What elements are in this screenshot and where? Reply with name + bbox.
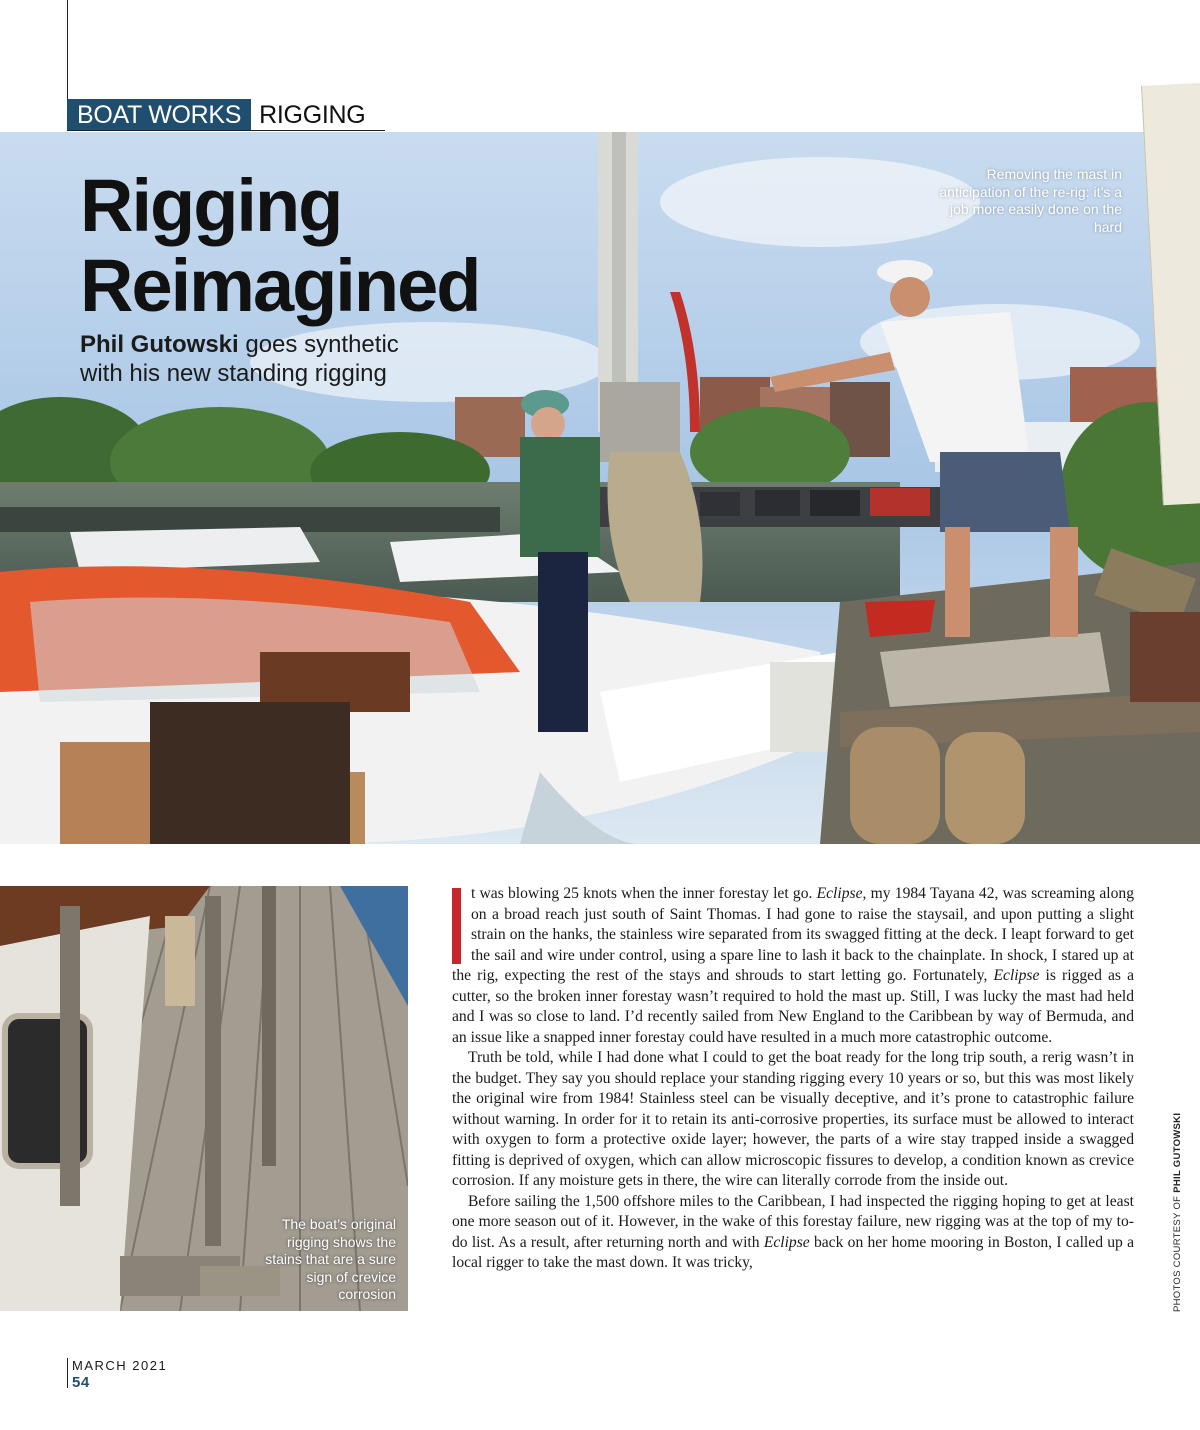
deck-text-1: goes synthetic bbox=[245, 331, 399, 358]
folio-rule bbox=[67, 1358, 68, 1388]
article-body bbox=[452, 884, 1134, 1274]
section-rule bbox=[67, 130, 385, 131]
boat-name: Eclipse bbox=[816, 885, 863, 902]
boat-name: Eclipse bbox=[993, 967, 1040, 984]
deck bbox=[80, 330, 460, 388]
headline-line-1: Rigging bbox=[80, 164, 342, 247]
headline-line-2: Reimagined bbox=[80, 244, 480, 327]
author-name: Phil Gutowski bbox=[80, 331, 239, 358]
section-label: BOAT WORKS bbox=[67, 99, 251, 131]
paragraph-3: Before sailing the 1,500 offshore miles to the Caribbean, I had inspected the rigging hoping to get at least one more season out of it. However, in the wake of this forestay failure, new rigging was at the top of my to-do list. As a result, after returning north and with Eclipse back on her home mooring in Boston, I called up a local rigger to take the mast down. It was tricky, bbox=[452, 1192, 1134, 1271]
photo-credit: PHOTOS COURTESY OF PHIL GUTOWSKI bbox=[1172, 1112, 1183, 1312]
drop-cap bbox=[452, 888, 461, 964]
deck-text-2: with his new standing rigging bbox=[80, 360, 387, 387]
paragraph-1: t was blowing 25 knots when the inner forestay let go. Eclipse, my 1984 Tayana 42, was screaming along on a broad reach just south of Saint Thomas. I had gone to raise the staysail, and upon putting a slight strain on the hanks, the stainless wire separated from its swagged fitting at the deck. I leapt forward to get the sail and wire under control, using a spare line to lash it back to the chainplate. In shock, I stared up at the rig, expecting the rest of the stays and shrouds to start letting go. Fortunately, Eclipse is rigged as a cutter, so the broken inner forestay wasn’t required to hold the mast up. Still, I was lucky the mast had held and I was so close to land. I’d recently sailed from New England to the Caribbean by way of Bermuda, and an issue like a snapped inner forestay could have resulted in a much more catastrophic outcome. bbox=[452, 885, 1135, 1046]
boat-name: Eclipse bbox=[763, 1233, 810, 1251]
deck-photo-caption: The boat’s original rigging shows the stains that are a sure sign of crevice corrosion bbox=[265, 1216, 396, 1302]
issue-date: MARCH 2021 bbox=[72, 1358, 168, 1373]
page-number: 54 bbox=[72, 1374, 90, 1391]
top-rule bbox=[67, 0, 68, 100]
paragraph-2: Truth be told, while I had done what I could to get the boat ready for the long trip south, a rerig wasn’t in the budget. They say you should replace your standing rigging every 10 years or so, but this was most likely the original wire from 1984! Stainless steel can be visually deceptive, and it’s prone to catastrophic failure without warning. In order for it to retain its anti-corrosive properties, its surface must be allowed to interact with oxygen to form a protective oxide layer; however, the parts of a wire stay trapped inside a swagged fitting is deprived of oxygen, which can allow microscopic fissures to develop, a condition known as crevice corrosion. If any moisture gets in there, the wire can literally corrode from the inside out. bbox=[452, 1049, 1134, 1189]
hero-caption: Removing the mast in anticipation of the re-rig: it’s a job more easily done on the hard bbox=[939, 166, 1122, 235]
headline bbox=[80, 166, 479, 326]
subsection-label: RIGGING bbox=[259, 101, 366, 129]
section-tag bbox=[67, 99, 373, 131]
